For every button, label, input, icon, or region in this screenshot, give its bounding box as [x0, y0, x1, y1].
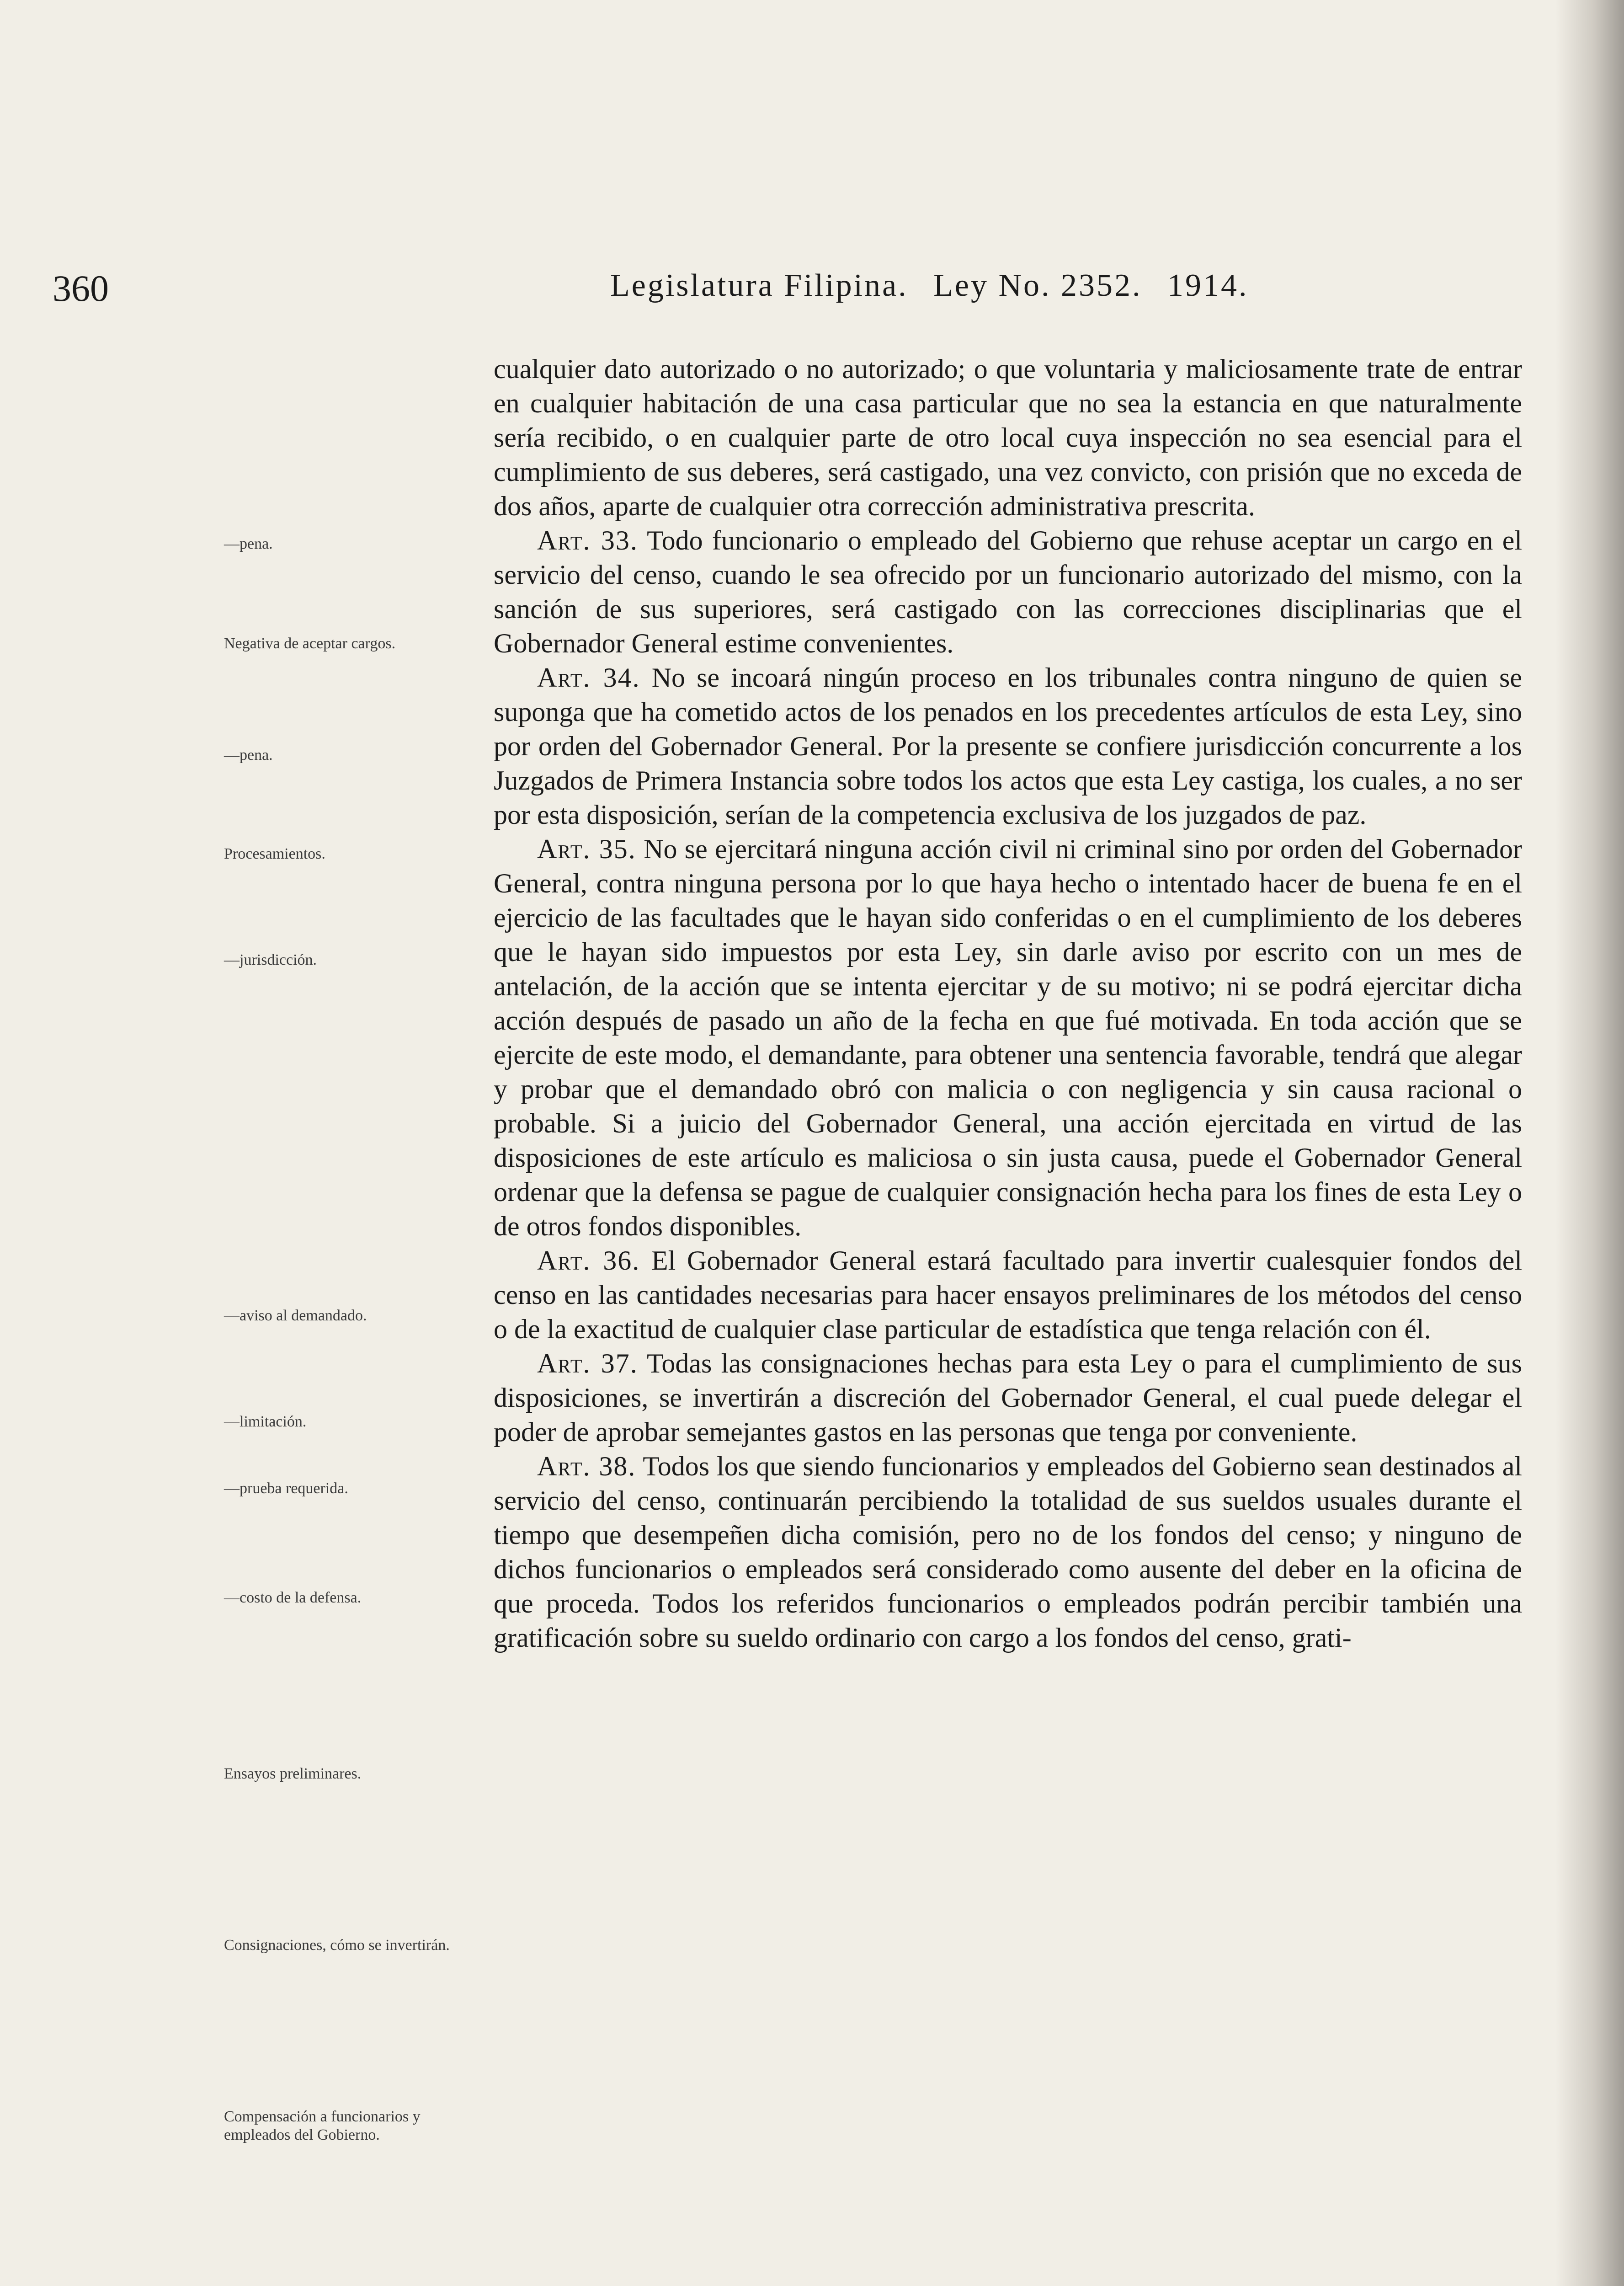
- margin-note: —jurisdicción.: [224, 951, 317, 968]
- article-label: Art. 34.: [537, 662, 640, 693]
- margin-note: —costo de la defensa.: [224, 1589, 362, 1606]
- running-head: [610, 270, 1249, 302]
- article-text: Todas las consignaciones hechas para esta Ley o para el cumplimiento de sus disposiciones, se invertirán a discreción del Gobernador General, el cual puede delegar el poder de aprobar semejantes gastos en las personas que tenga por conveniente.: [494, 1348, 1522, 1447]
- margin-note: —limitación.: [224, 1413, 307, 1430]
- article-label: Art. 36.: [537, 1245, 640, 1276]
- article-text: Todo funcionario o empleado del Gobierno que rehuse aceptar un cargo en el servicio del censo, cuando le sea ofrecido por un funcionario autorizado del mismo, con la sanción de sus superiores, será castigado con las correcciones disciplinarias que el Gobernador General estime convenientes.: [494, 525, 1523, 658]
- article-33: [494, 523, 1522, 661]
- paragraph-continuation: [494, 352, 1522, 523]
- paragraph-text: cualquier dato autorizado o no autorizado; o que voluntaria y maliciosamente trate de entrar en cualquier habitación de una casa particular que no sea la estancia en que naturalmente sería recibido, o en cualquier parte de otro local cuya inspección no sea esencial para el cumplimiento de sus deberes, será castigado, una vez convicto, con prisión que no exceda de dos años, aparte de cualquier otra corrección administrativa prescrita.: [494, 354, 1522, 521]
- margin-note: Compensación a funcionarios y empleados del Gobierno.: [224, 2108, 421, 2143]
- margin-note: Procesamientos.: [224, 845, 325, 862]
- article-37: [494, 1346, 1522, 1449]
- margin-note: —pena.: [224, 535, 273, 552]
- article-text: El Gobernador General estará facultado para invertir cualesquier fondos del censo en las cantidades necesarias para hacer ensayos preliminares de los métodos del censo o de la exactitud de cualquier clase particular de estadística que tenga relación con él.: [494, 1245, 1522, 1344]
- article-label: Art. 35.: [537, 834, 636, 864]
- margin-note: —prueba requerida.: [224, 1480, 348, 1497]
- article-35: [494, 832, 1522, 1244]
- margin-note: Ensayos preliminares.: [224, 1765, 362, 1782]
- margin-note: —pena.: [224, 747, 273, 764]
- year: 1914.: [1167, 268, 1249, 303]
- page-number: 360: [53, 267, 109, 309]
- running-title: Legislatura Filipina.: [610, 268, 908, 303]
- article-text: Todos los que siendo funcionarios y empleados del Gobierno sean destinados al servicio del censo, continuarán percibiendo la totalidad de sus sueldos usuales durante el tiempo que desempeñen dicha comisión, pero no de los fondos del censo; y ninguno de dichos funcionarios o empleados será considerado como ausente del deber en la oficina de que proceda. Todos los referidos funcionarios o empleados podrán percibir también una gratificación sobre su sueldo ordinario con cargo a los fondos del censo, grati-: [494, 1451, 1522, 1653]
- article-label: Art. 38.: [537, 1451, 636, 1481]
- body-text: [494, 352, 1522, 1655]
- article-36: [494, 1244, 1522, 1346]
- article-34: [494, 661, 1522, 832]
- article-label: Art. 37.: [537, 1348, 638, 1378]
- law-number: Ley No. 2352.: [933, 268, 1142, 303]
- article-38: [494, 1449, 1522, 1655]
- margin-note: Consignaciones, cómo se invertirán.: [224, 1937, 450, 1954]
- page-edge-shadow: [1555, 0, 1624, 2286]
- article-label: Art. 33.: [537, 525, 638, 555]
- margin-note: Negativa de aceptar cargos.: [224, 635, 396, 652]
- article-text: No se incoará ningún proceso en los tribunales contra ninguno de quien se suponga que ha cometido actos de los penados en los precedentes artículos de esta Ley, sino por orden del Gobernador General. Por la presente se confiere jurisdicción concurrente a los Juzgados de Primera Instancia sobre todos los actos que esta Ley castiga, los cuales, a no ser por esta disposición, serían de la competencia exclusiva de los juzgados de paz.: [494, 662, 1522, 830]
- margin-note: —aviso al demandado.: [224, 1307, 367, 1324]
- article-text: No se ejercitará ninguna acción civil ni criminal sino por orden del Gobernador General, contra ninguna persona por lo que haya hecho o intentado hacer de buena fe en el ejercicio de las facultades que le hayan sido conferidas o en el cumplimiento de los deberes que le hayan sido impuestos por esta Ley, sin darle aviso por escrito con un mes de antelación, de la acción que se intenta ejercitar y de su motivo; ni se podrá ejercitar dicha acción después de pasado un año de la fecha en que fué motivada. En toda acción que se ejercite de este modo, el demandante, para obtener una sentencia favorable, tendrá que alegar y probar que el demandado obró con malicia o con negligencia y sin causa racional o probable. Si a juicio del Gobernador General, una acción ejercitada en virtud de las disposiciones de este artículo es maliciosa o sin justa causa, puede el Gobernador General ordenar que la defensa se pague de cualquier consignación hecha para los fines de esta Ley o de otros fondos disponibles.: [494, 834, 1523, 1241]
